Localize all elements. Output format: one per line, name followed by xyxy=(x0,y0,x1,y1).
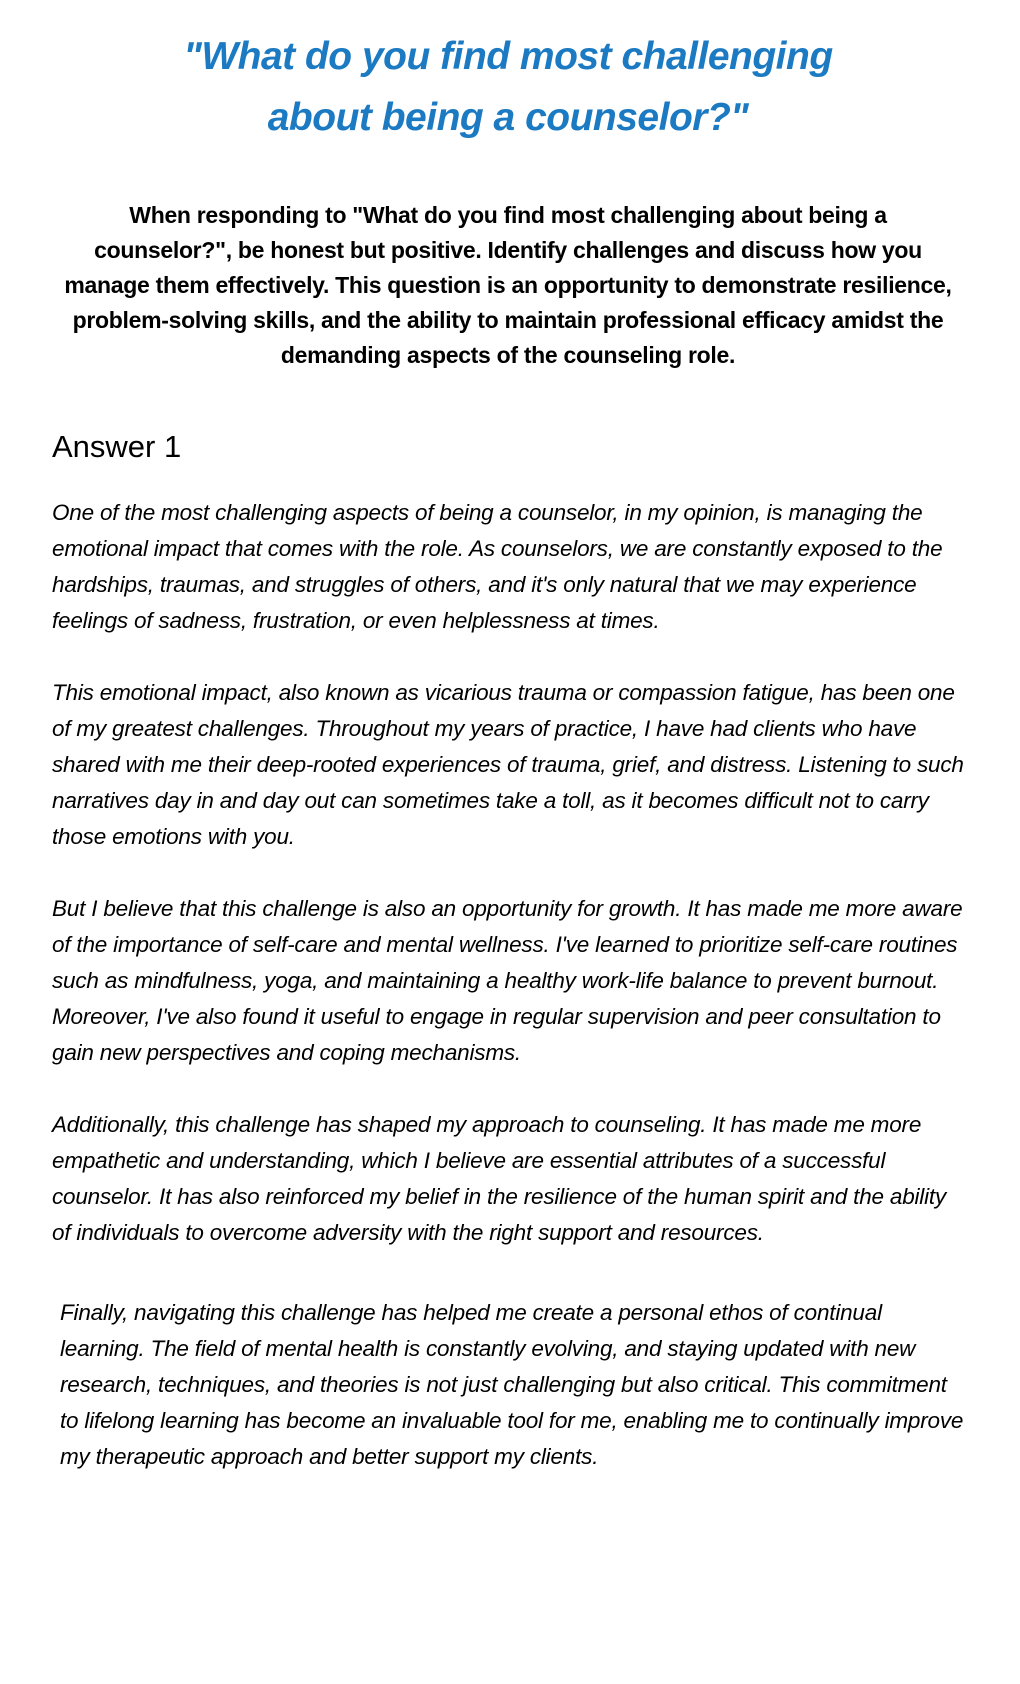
intro-paragraph: When responding to "What do you find most challenging about being a counselor?", be honest but positive. Identify challenges and discuss how you manage them effectively. This question is an opportunity to demonstrate resilience, problem-solving skills, and the ability to maintain professional efficacy amidst the demanding aspects of the counseling role. xyxy=(64,202,952,368)
answer-paragraph-4: Additionally, this challenge has shaped my approach to counseling. It has made me more empathetic and understanding, which I believe are essential attributes of a successful counselor. It has also reinforced my belief in the resilience of the human spirit and the ability of individuals to overcome adversity with the right support and resources. xyxy=(52,1112,947,1245)
page-title-line-2: about being a counselor?" xyxy=(267,96,749,139)
answer-paragraph-1: One of the most challenging aspects of being a counselor, in my opinion, is managing the emotional impact that comes with the role. As counselors, we are constantly exposed to the hardships, traumas, and struggles of others, and it's only natural that we may experience feelings of sadness, frustration, or even helplessness at times. xyxy=(52,500,943,633)
answer-paragraph-5: Finally, navigating this challenge has helped me create a personal ethos of continual learning. The field of mental health is constantly evolving, and staying updated with new research, techniques, and theories is not just challenging but also critical. This commitment to lifelong learning has become an invaluable tool for me, enabling me to continually improve my therapeutic approach and better support my clients. xyxy=(60,1300,964,1469)
page-title-line-1: "What do you find most challenging xyxy=(183,35,833,78)
answer-1-heading: Answer 1 xyxy=(52,429,182,464)
answer-paragraph-3: But I believe that this challenge is also an opportunity for growth. It has made me more aware of the importance of self-care and mental wellness. I've learned to prioritize self-care routines such as mindfulness, yoga, and maintaining a healthy work-life balance to prevent burnout. Moreover, I've also found it useful to engage in regular supervision and peer consultation to gain new perspectives and coping mechanisms. xyxy=(52,896,963,1065)
answer-paragraph-2: This emotional impact, also known as vicarious trauma or compassion fatigue, has been one of my greatest challenges. Throughout my years of practice, I have had clients who have shared with me their deep-rooted experiences of trauma, grief, and distress. Listening to such narratives day in and day out can sometimes take a toll, as it becomes difficult not to carry those emotions with you. xyxy=(52,680,964,849)
page-title xyxy=(72,26,944,148)
